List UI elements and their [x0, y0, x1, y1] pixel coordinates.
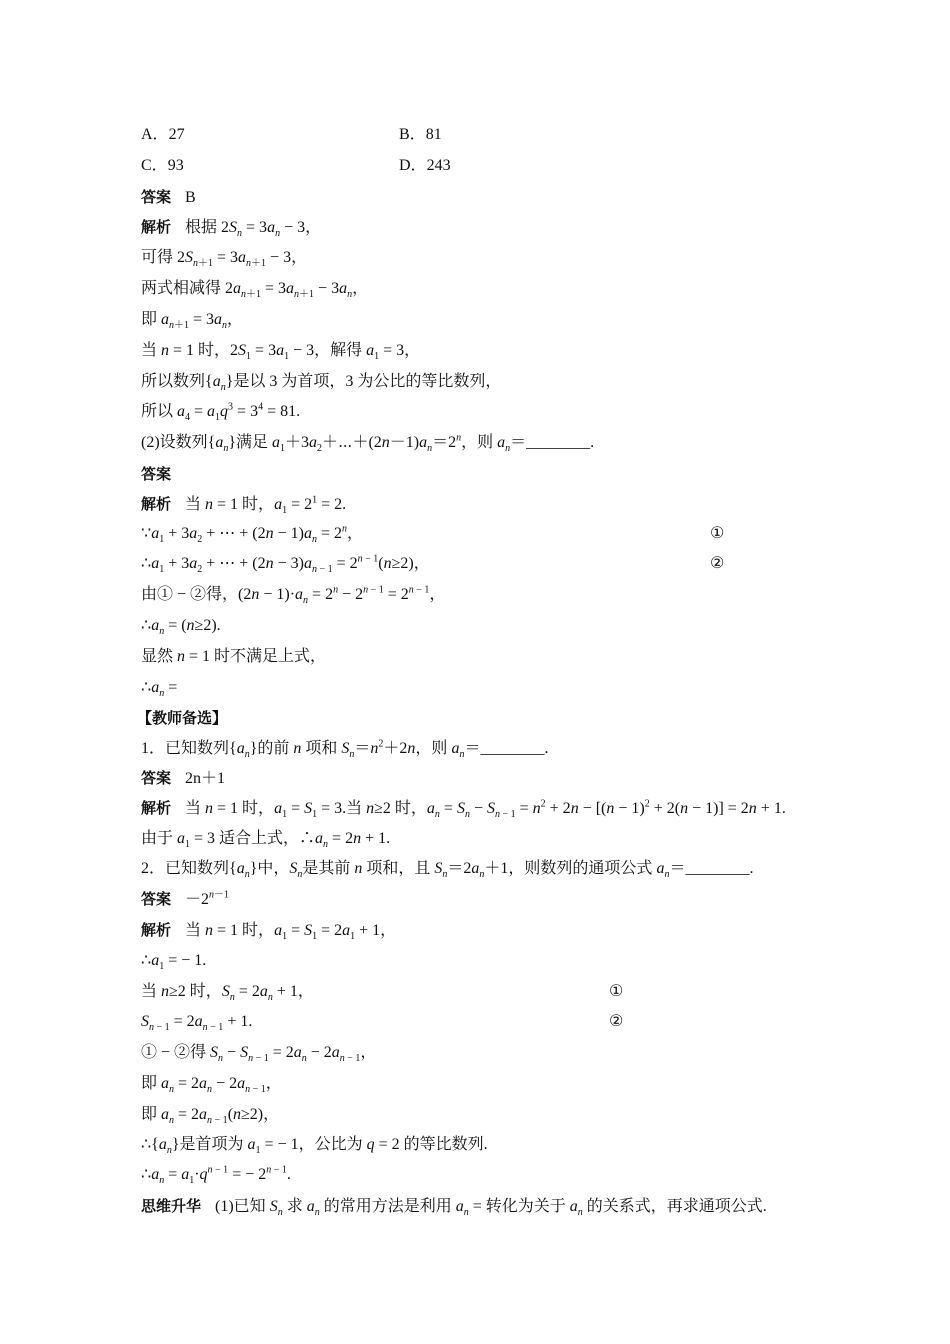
equation-marker-1: ① — [609, 983, 624, 1000]
text-line: $\therefore a_1$ = − 1. — [141, 952, 207, 973]
question-line: (2)设数列$\{a_n\}$满足 $a_1+3a_2+\cdots+(2n-1)a_n=2^n$，则 $a_n=\_\_\_\_\_\_\_\_$. — [141, 432, 595, 455]
analysis-label: 解析 — [141, 218, 172, 236]
text-line: 当 n = 1 时，$2S_1 = 3a_1 - 3$，解得 $a_1 = 3$， — [141, 342, 421, 363]
text-line: $\because a_1 + 3a_2$ + ⋯ + $(2n - 1)a_n = 2^n$， — [141, 523, 363, 546]
summary-line: 思维升华 (1)已知 $S_n$ 求 $a_n$ 的常用方法是利用 $a_n$ = 转化为关于 $a_n$ 的关系式，再求通项公式. — [141, 1197, 767, 1219]
equation-marker-2: ② — [609, 1013, 624, 1030]
summary-label: 思维升华 — [141, 1197, 202, 1215]
text-line: 由① − ②得，$(2n - 1)\cdot a_n = 2^n - 2^{n - 1} = 2^{n - 1}$， — [141, 584, 446, 607]
text-line: $\therefore\{a_n\}$是首项为 $a_1$ = − 1，公比为 q = 2 的等比数列. — [141, 1136, 488, 1157]
option-c: C．93 — [141, 157, 184, 174]
text-line: $\therefore a_n = (n\ge 2)$. — [141, 617, 221, 638]
equation-marker-2: ② — [710, 555, 725, 572]
text-line: 可得 $2S_{n+1} = 3a_{n+1} - 3$， — [141, 249, 308, 270]
answer-line — [141, 187, 196, 208]
text-line: 由于 $a_1 = 3$ 适合上式，$\therefore a_n = 2n + 1$. — [141, 830, 391, 851]
analysis-line: 解析 当 n = 1 时，$a_1 = 2^1 = 2$. — [141, 494, 347, 517]
option-b: B．81 — [399, 126, 442, 143]
text-line: 即 $a_{n+1} = 3a_n$， — [141, 311, 244, 332]
text-line: 当 n≥2 时，$S_n = 2a_n + 1$， — [141, 983, 314, 1004]
text-line: $\therefore a_n = a_1\cdot q^{n - 1}$ = − $2^{n - 1}$. — [141, 1164, 291, 1187]
option-d: D．243 — [399, 157, 451, 174]
question-line: 2．已知数列$\{a_n\}$中，$S_n$是其前 n 项和，且 $S_n=2a_n+1$，则数列的通项公式 $a_n=\_\_\_\_\_\_\_\_$. — [141, 860, 754, 881]
text-line: ① − ②得 $S_n - S_{n - 1} = 2a_n - 2a_{n - 1}$， — [141, 1044, 377, 1065]
analysis-line: 解析 当 n = 1 时，$a_1 = S_1 = 3$.当 n≥2 时，$a_n = S_n - S_{n - 1} = n^2 + 2n - [(n - 1)^2 + 2(n - 1)] = 2n + 1$. — [141, 798, 786, 821]
text-line: 所以 $a_4 = a_1q^3 = 3^4 = 81$. — [141, 401, 301, 424]
text-line: 即 $a_n = 2a_n - 2a_{n - 1}$， — [141, 1075, 282, 1096]
answer-line: 答案 2n＋1 — [141, 769, 226, 787]
equation-marker-1: ① — [710, 525, 725, 542]
text-line: 两式相减得 $2a_{n+1} = 3a_{n+1} - 3a_n$， — [141, 280, 369, 301]
question-line: 1．已知数列$\{a_n\}$的前 n 项和 $S_n=n^2+2n$，则 $a_n=\_\_\_\_\_\_\_\_$. — [141, 738, 549, 761]
analysis-line: 解析 当 n = 1 时，$a_1 = S_1 = 2a_1 + 1$， — [141, 921, 397, 943]
answer-line: 答案 — [141, 465, 172, 483]
text-line: 所以数列$\{a_n\}$是以 3 为首项，3 为公比的等比数列， — [141, 373, 502, 394]
answer-line: 答案 $-2^{n-1}$ — [141, 889, 230, 908]
section-heading: 【教师备选】 — [137, 709, 228, 727]
text-line: 即 $a_n = 2a_{n - 1}(n\ge 2)$， — [141, 1106, 280, 1127]
answer-value: B — [185, 189, 196, 206]
text-line: $\therefore a_n$ = — [141, 679, 178, 700]
answer-label: 答案 — [141, 188, 172, 206]
answer-value: 2n＋1 — [185, 770, 226, 787]
text-line: $S_{n - 1} = 2a_{n - 1} + 1$. — [141, 1013, 253, 1034]
text-line: 显然 n = 1 时不满足上式， — [141, 648, 327, 665]
text-line: $\therefore a_1 + 3a_2$ + ⋯ + $(2n - 3)a_{n - 1} = 2^{n - 1}(n\ge 2)$， — [141, 553, 430, 576]
analysis-line: 解析 根据 $2S_n = 3a_n - 3$， — [141, 218, 322, 240]
option-a: A．27 — [141, 126, 185, 143]
